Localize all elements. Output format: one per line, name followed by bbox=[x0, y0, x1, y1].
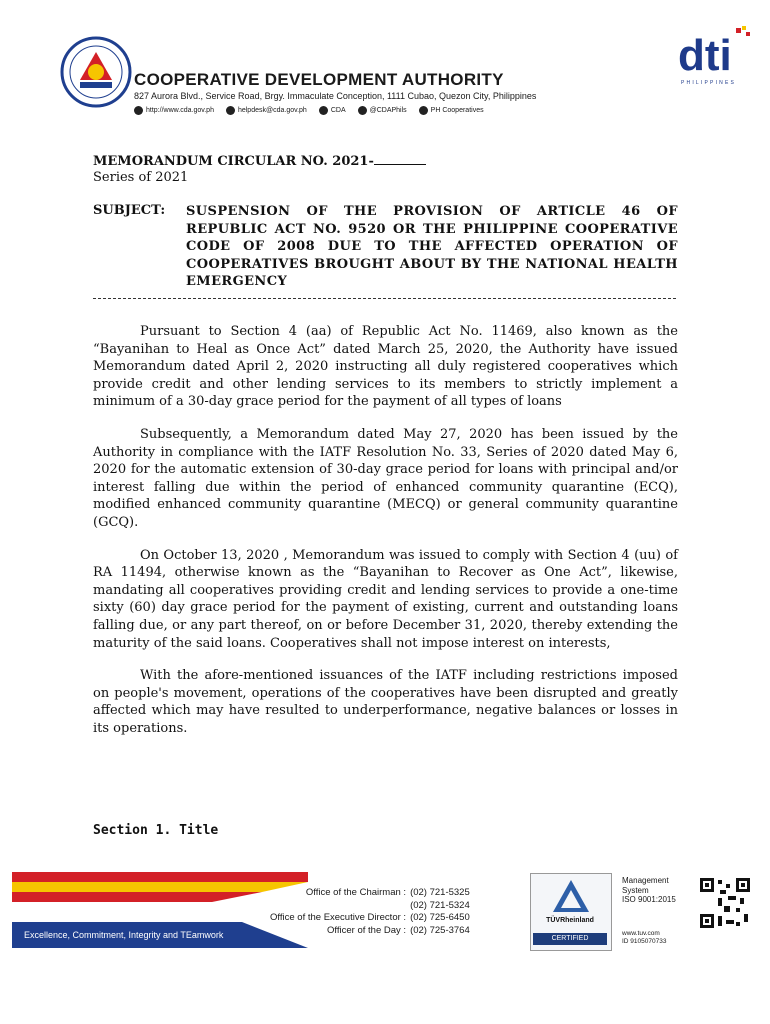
memo-title: MEMORANDUM CIRCULAR NO. 2021- bbox=[93, 152, 426, 169]
dti-subtitle: PHILIPPINES bbox=[681, 80, 737, 86]
memo-series: Series of 2021 bbox=[93, 170, 189, 185]
instagram-icon bbox=[419, 106, 428, 115]
body-paragraph: Subsequently, a Memorandum dated May 27, 2020 has been issued by the Authority in compliance with the IATF Resolution No. 33, Series of 2020 dated May 6, 2020 for the automatic extension of 30-day grace period for loans with principal and/or interest falling due within the period of enhanced community quarantine (ECQ), modified enhanced community quarantine (MECQ) or general community quarantine (GCQ). bbox=[93, 426, 678, 530]
qr-code-icon bbox=[698, 876, 752, 930]
tuv-triangle-icon bbox=[531, 874, 611, 918]
website-link[interactable]: http://www.cda.gov.ph bbox=[134, 106, 214, 115]
facebook-link[interactable]: CDA bbox=[319, 106, 346, 115]
subject-label: SUBJECT: bbox=[93, 203, 166, 218]
management-system-text: Management System ISO 9001:2015 bbox=[622, 876, 676, 904]
email-icon bbox=[226, 106, 235, 115]
contact-row: (02) 721-5324 bbox=[410, 899, 470, 911]
memo-body bbox=[93, 323, 678, 752]
email-link[interactable]: helpdesk@cda.gov.ph bbox=[226, 106, 307, 115]
subject-text: SUSPENSION OF THE PROVISION OF ARTICLE 46 OF REPUBLIC ACT NO. 9520 OR THE PHILIPPINE COOPERATIVE CODE OF 2008 DUE TO THE AFFECTED OPERATION OF COOPERATIVES BROUGHT ABOUT BY THE NATIONAL HEALTH EMERGENCY bbox=[186, 204, 678, 289]
dashed-divider bbox=[93, 298, 676, 299]
body-paragraph: On October 13, 2020 , Memorandum was issued to comply with Section 4 (uu) of RA 11494, otherwise known as the “Bayanihan to Recover as One Act”, likewise, mandating all cooperatives providing credit and lending services to provide a one-time sixty (60) day grace period for the payment of existing, current and outstanding loans falling due, or any part thereof, on or before December 31, 2020, thereby extending the maturity of the said loans. Cooperatives shall not impose interest on interests, bbox=[93, 547, 678, 651]
contact-links bbox=[134, 106, 484, 115]
contact-numbers bbox=[270, 887, 482, 937]
facebook-icon bbox=[319, 106, 328, 115]
org-address: 827 Aurora Blvd., Service Road, Brgy. Immaculate Conception, 1111 Cubao, Quezon City, Philippines bbox=[134, 91, 537, 101]
globe-icon bbox=[134, 106, 143, 115]
tuv-name: TÜVRheinland bbox=[546, 917, 594, 924]
org-name: COOPERATIVE DEVELOPMENT AUTHORITY bbox=[134, 70, 504, 89]
cda-seal-logo bbox=[60, 36, 132, 108]
footer-tagline: Excellence, Commitment, Integrity and TEamwork bbox=[24, 930, 224, 940]
dti-logo bbox=[676, 24, 754, 86]
twitter-link[interactable]: @CDAPhils bbox=[358, 106, 407, 115]
dti-logo-text: dti bbox=[678, 31, 732, 80]
contact-row: Office of the Executive Director : (02) 725-6450 bbox=[270, 912, 470, 923]
tuv-web-id: www.tuv.com ID 9105070733 bbox=[622, 930, 667, 945]
memo-number-blank bbox=[374, 152, 426, 165]
twitter-icon bbox=[358, 106, 367, 115]
body-paragraph: Pursuant to Section 4 (aa) of Republic Act No. 11469, also known as the “Bayanihan to Heal as Once Act” dated March 25, 2020, the Authority have issued Memorandum dated April 2, 2020 instructing all duly registered cooperatives which provide credit and other lending services to its members to strictly implement a minimum of a 30-day grace period for the payment of all types of loans bbox=[93, 324, 678, 410]
contact-row: Office of the Chairman : (02) 721-5325 bbox=[305, 887, 470, 898]
section-heading: Section 1. Title bbox=[93, 823, 219, 838]
tuv-certified-label: CERTIFIED bbox=[533, 933, 607, 945]
body-paragraph: With the afore-mentioned issuances of the IATF including restrictions imposed on people's movement, operations of the cooperatives have been disrupted and greatly affected which may have resulted to underperformance, negative balances or losses in its operations. bbox=[93, 668, 678, 736]
instagram-link[interactable]: PH Cooperatives bbox=[419, 106, 484, 115]
contact-row: Officer of the Day : (02) 725-3764 bbox=[327, 924, 470, 936]
